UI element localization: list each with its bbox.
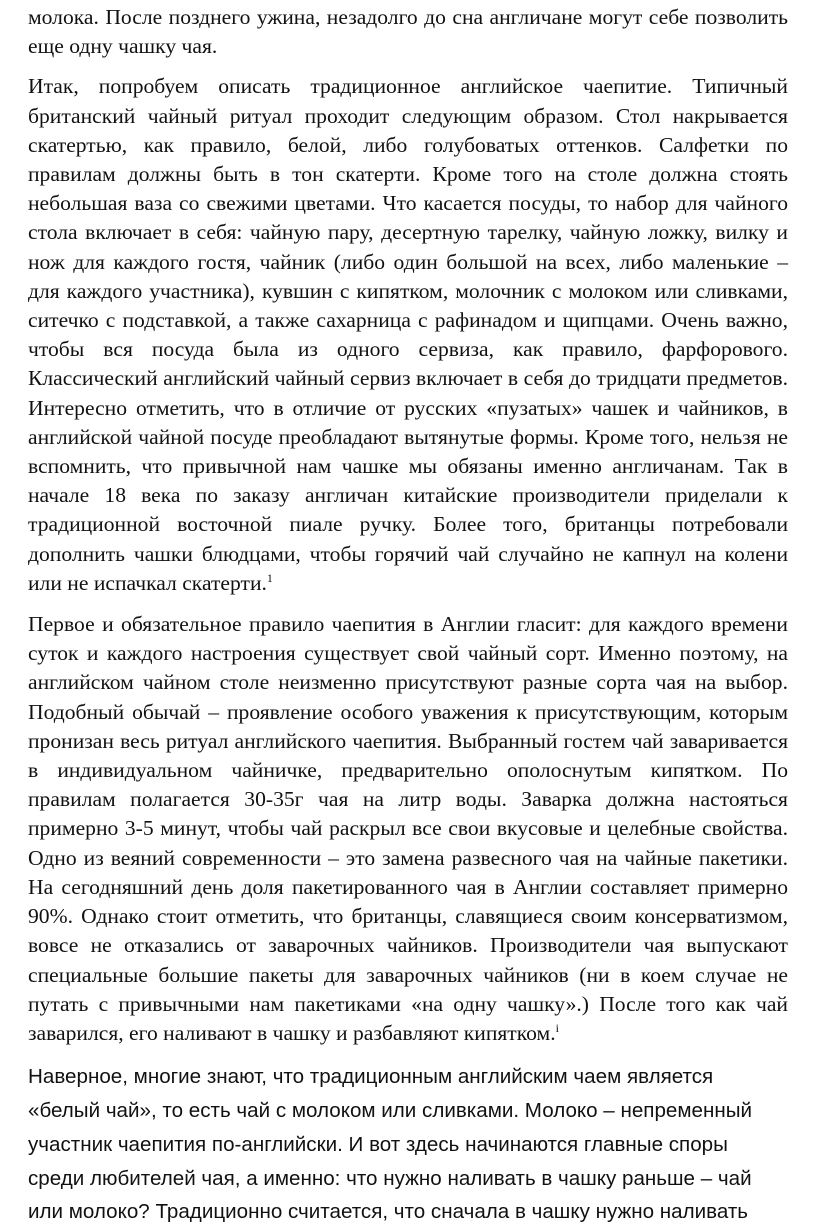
footnote-marker-i[interactable]: i	[555, 1020, 559, 1035]
paragraph-1-text: молока. После позднего ужина, незадолго до сна англичане могут себе позволить еще одну чашку чая.	[28, 5, 788, 59]
paragraph-2	[28, 72, 788, 598]
paragraph-4	[28, 1060, 788, 1229]
paragraph-1	[28, 3, 788, 61]
paragraph-2-text: Итак, попробуем описать традиционное английское чаепитие. Типичный британский чайный ритуал проходит следующим образом. Стол накрывается скатертью, как правило, белой, либо голубоватых оттенков. Салфетки по правилам должны быть в тон скатерти. Кроме того на столе должна стоять небольшая ваза со свежими цветами. Что касается посуды, то набор для чайного стола включает в себя: чайную пару, десертную тарелку, чайную ложку, вилку и нож для каждого гостя, чайник (либо один большой на всех, либо маленькие – для каждого участника), кувшин с кипятком, молочник с молоком или сливками, ситечко с подставкой, а также сахарница с рафинадом и щипцами. Очень важно, чтобы вся посуда была из одного сервиза, как правило, фарфорового. Классический английский чайный сервиз включает в себя до тридцати предметов. Интересно отметить, что в отличие от русских «пузатых» чашек и чайников, в английской чайной посуде преобладают вытянутые формы. Кроме того, нельзя не вспомнить, что привычной нам чашке мы обязаны именно англичанам. Так в начале 18 века по заказу англичан китайские производители приделали к традиционной восточной пиале ручку. Более того, британцы потребовали дополнить чашки блюдцами, чтобы горячий чай случайно не капнул на колени или не испачкал скатерти.	[28, 74, 788, 595]
paragraph-3	[28, 610, 788, 1048]
paragraph-3-text: Первое и обязательное правило чаепития в Англии гласит: для каждого времени суток и каждого настроения существует свой чайный сорт. Именно поэтому, на английском чайном столе неизменно присутствуют разные сорта чая на выбор. Подобный обычай – проявление особого уважения к присутствующим, которым пронизан весь ритуал английского чаепития. Выбранный гостем чай заваривается в индивидуальном чайничке, предварительно ополоснутым кипятком. По правилам полагается 30-35г чая на литр воды. Заварка должна настояться примерно 3-5 минут, чтобы чай раскрыл все свои вкусовые и целебные свойства. Одно из веяний современности – это замена развесного чая на чайные пакетики. На сегодняшний день доля пакетированного чая в Англии составляет примерно 90%. Однако стоит отметить, что британцы, славящиеся своим консерватизмом, вовсе не отказались от заварочных чайников. Производители чая выпускают специальные большие пакеты для заварочных чайников (ни в коем случае не путать с привычными нам пакетиками «на одну чашку».) После того как чай заварился, его наливают в чашку и разбавляют кипятком.	[28, 612, 788, 1045]
document-page	[28, 0, 788, 1229]
footnote-marker-1[interactable]: 1	[266, 570, 273, 585]
paragraph-4-text: Наверное, многие знают, что традиционным английским чаем является «белый чай», то есть чай с молоком или сливками. Молоко – непременный участник чаепития по-английски. И вот здесь начинаются главные споры среди любителей чая, а именно: что нужно наливать в чашку раньше – чай или молоко? Традиционно считается, что сначала в чашку нужно наливать	[28, 1065, 753, 1224]
